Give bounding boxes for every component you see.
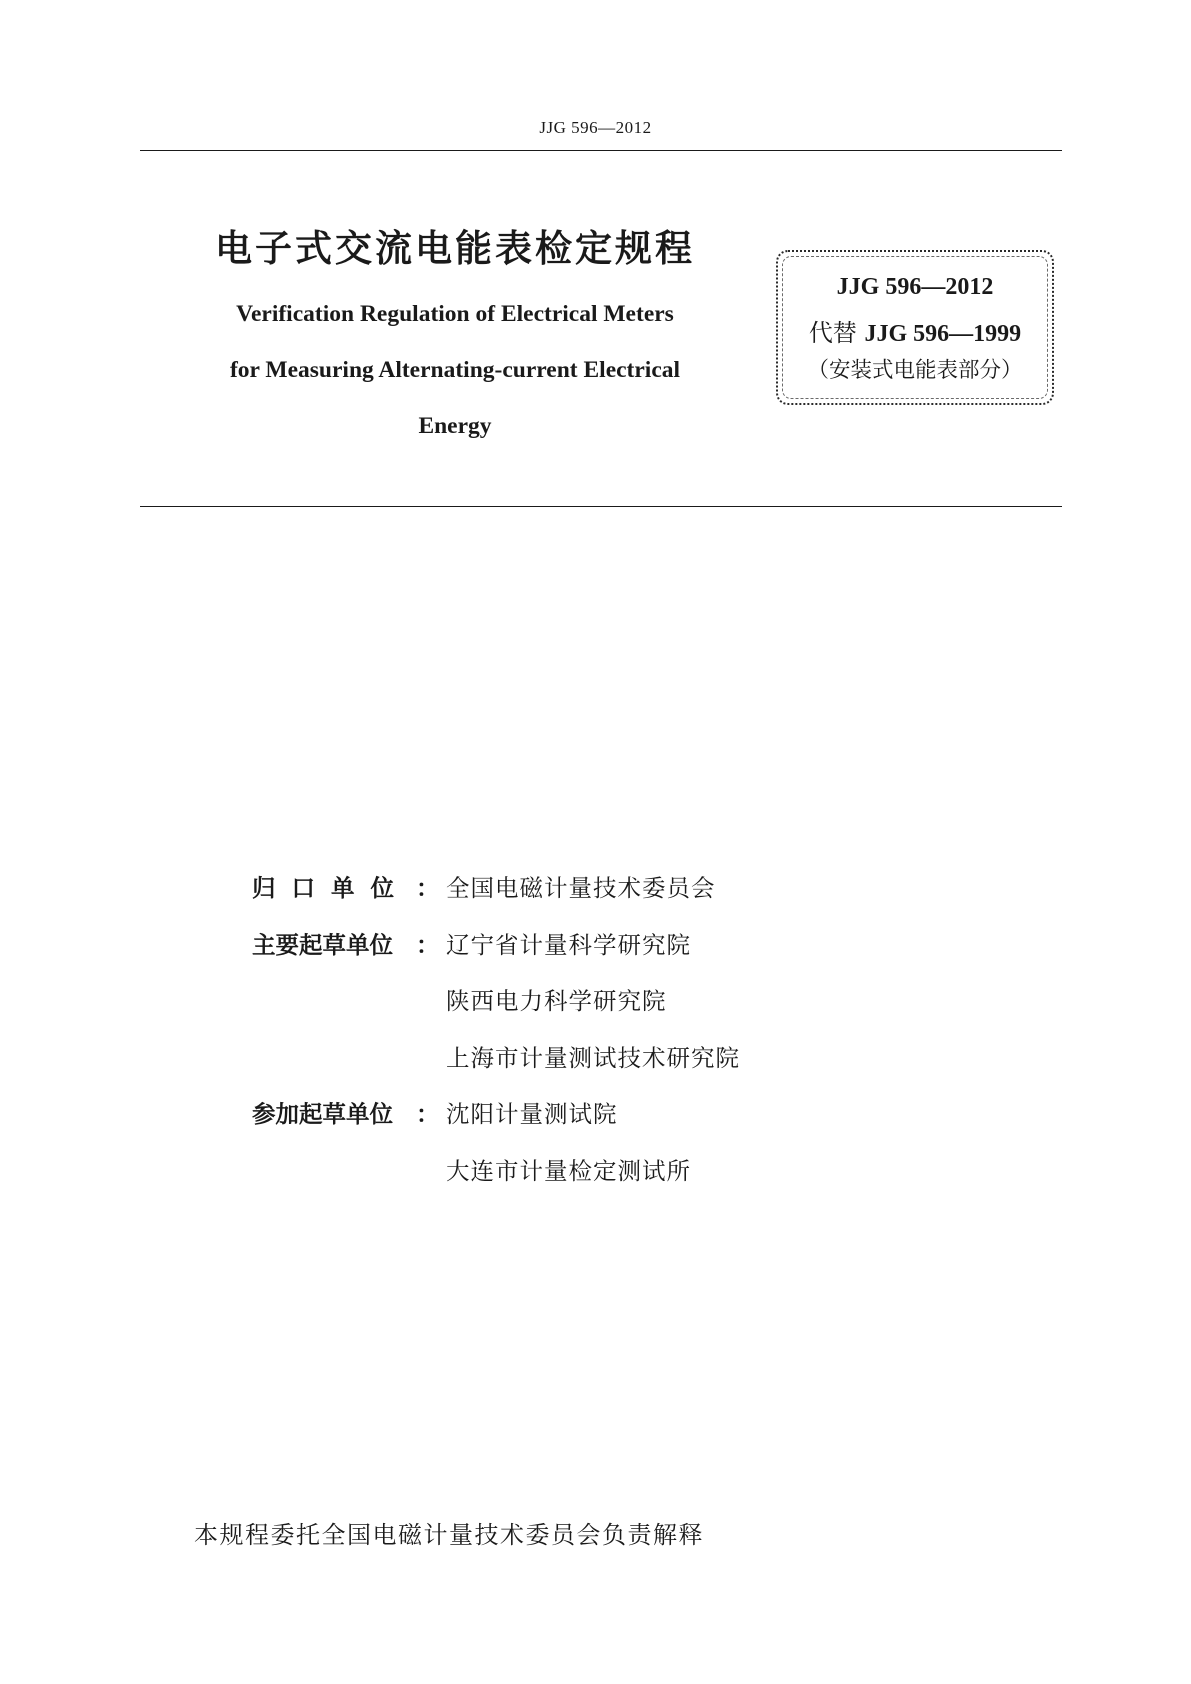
responsible-unit-label: 归口单位: [252, 874, 410, 902]
main-drafting-unit-value: 上海市计量测试技术研究院: [446, 1043, 740, 1072]
standard-code-box: [776, 250, 1054, 405]
label-colon: ：: [416, 874, 440, 902]
title-english-line-3: Energy: [418, 413, 492, 439]
main-drafting-unit-label: 主要起草单位: [252, 930, 393, 959]
participating-unit-value: 沈阳计量测试院: [446, 1100, 618, 1128]
replaced-code: JJG 596—1999: [864, 321, 1022, 347]
title-chinese: 电子式交流电能表检定规程: [215, 227, 695, 270]
replaces-note: （安装式电能表部分）: [807, 358, 1023, 383]
standard-code: JJG 596—2012: [836, 274, 994, 300]
title-english-line-2: for Measuring Alternating-current Electrical: [229, 357, 681, 383]
title-english: [180, 286, 730, 454]
running-header-code: JJG 596—2012: [539, 118, 652, 137]
replaces-label: 代替: [808, 319, 857, 347]
header-rule: [140, 150, 1062, 151]
label-colon: ：: [416, 930, 440, 959]
interpretation-note: 本规程委托全国电磁计量技术委员会负责解释: [194, 1521, 704, 1549]
replaces-line: [778, 313, 1052, 348]
participating-unit-value: 大连市计量检定测试所: [446, 1156, 691, 1185]
title-rule: [140, 506, 1062, 507]
main-drafting-unit-value: 陕西电力科学研究院: [446, 987, 667, 1015]
title-english-line-1: Verification Regulation of Electrical Meters: [236, 301, 674, 327]
main-drafting-unit-value: 辽宁省计量科学研究院: [446, 930, 691, 959]
responsible-unit-value: 全国电磁计量技术委员会: [446, 874, 716, 902]
participating-unit-label: 参加起草单位: [252, 1100, 393, 1128]
label-colon: ：: [416, 1100, 440, 1128]
